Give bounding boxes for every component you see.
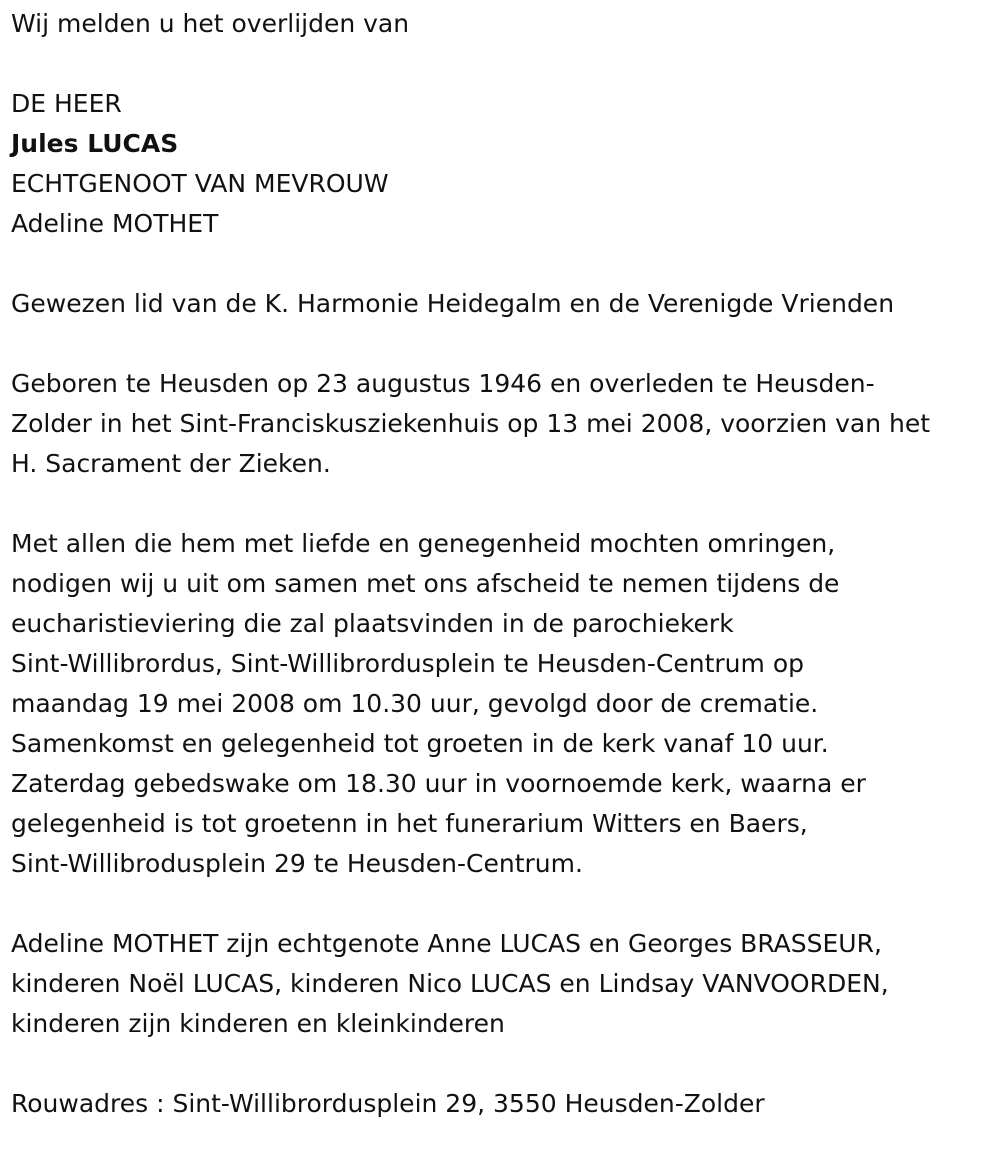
spacer: [11, 1044, 988, 1084]
paragraph-line: Adeline MOTHET zijn echtgenote Anne LUCAS en Georges BRASSEUR,: [11, 929, 882, 958]
paragraph-line: kinderen Noël LUCAS, kinderen Nico LUCAS en Lindsay VANVOORDEN,: [11, 969, 889, 998]
paragraph-line: kinderen zijn kinderen en kleinkinderen: [11, 1009, 505, 1038]
paragraph-line: eucharistieviering die zal plaatsvinden in de parochiekerk: [11, 609, 734, 638]
spacer: [11, 44, 988, 84]
paragraph-line: Zaterdag gebedswake om 18.30 uur in voornoemde kerk, waarna er: [11, 769, 866, 798]
paragraph-line: H. Sacrament der Zieken.: [11, 449, 331, 478]
deceased-name: Jules LUCAS: [11, 129, 179, 158]
spacer: [11, 324, 988, 364]
paragraph-line: gelegenheid is tot groetenn in het funerarium Witters en Baers,: [11, 809, 808, 838]
ceremony-paragraph: [11, 524, 988, 884]
spacer: [11, 884, 988, 924]
family-paragraph: [11, 924, 988, 1044]
paragraph-line: nodigen wij u uit om samen met ons afscheid te nemen tijdens de: [11, 569, 840, 598]
mourning-address: Rouwadres : Sint-Willibrordusplein 29, 3550 Heusden-Zolder: [11, 1089, 765, 1118]
paragraph-line: Met allen die hem met liefde en genegenheid mochten omringen,: [11, 529, 836, 558]
paragraph-line: Sint-Willibrordus, Sint-Willibrordusplein te Heusden-Centrum op: [11, 649, 804, 678]
paragraph-line: Zolder in het Sint-Franciskusziekenhuis op 13 mei 2008, voorzien van het: [11, 409, 931, 438]
spouse-prefix: ECHTGENOOT VAN MEVROUW: [11, 169, 389, 198]
title-prefix: DE HEER: [11, 89, 122, 118]
paragraph-line: Samenkomst en gelegenheid tot groeten in de kerk vanaf 10 uur.: [11, 729, 829, 758]
intro-text: Wij melden u het overlijden van: [11, 9, 410, 38]
spouse-name: Adeline MOTHET: [11, 209, 219, 238]
birth-death-paragraph: [11, 364, 988, 484]
membership-text: Gewezen lid van de K. Harmonie Heidegalm en de Verenigde Vrienden: [11, 289, 895, 318]
spacer: [11, 484, 988, 524]
spacer: [11, 244, 988, 284]
paragraph-line: Sint-Willibrodusplein 29 te Heusden-Centrum.: [11, 849, 583, 878]
paragraph-line: maandag 19 mei 2008 om 10.30 uur, gevolgd door de crematie.: [11, 689, 819, 718]
paragraph-line: Geboren te Heusden op 23 augustus 1946 en overleden te Heusden-: [11, 369, 875, 398]
